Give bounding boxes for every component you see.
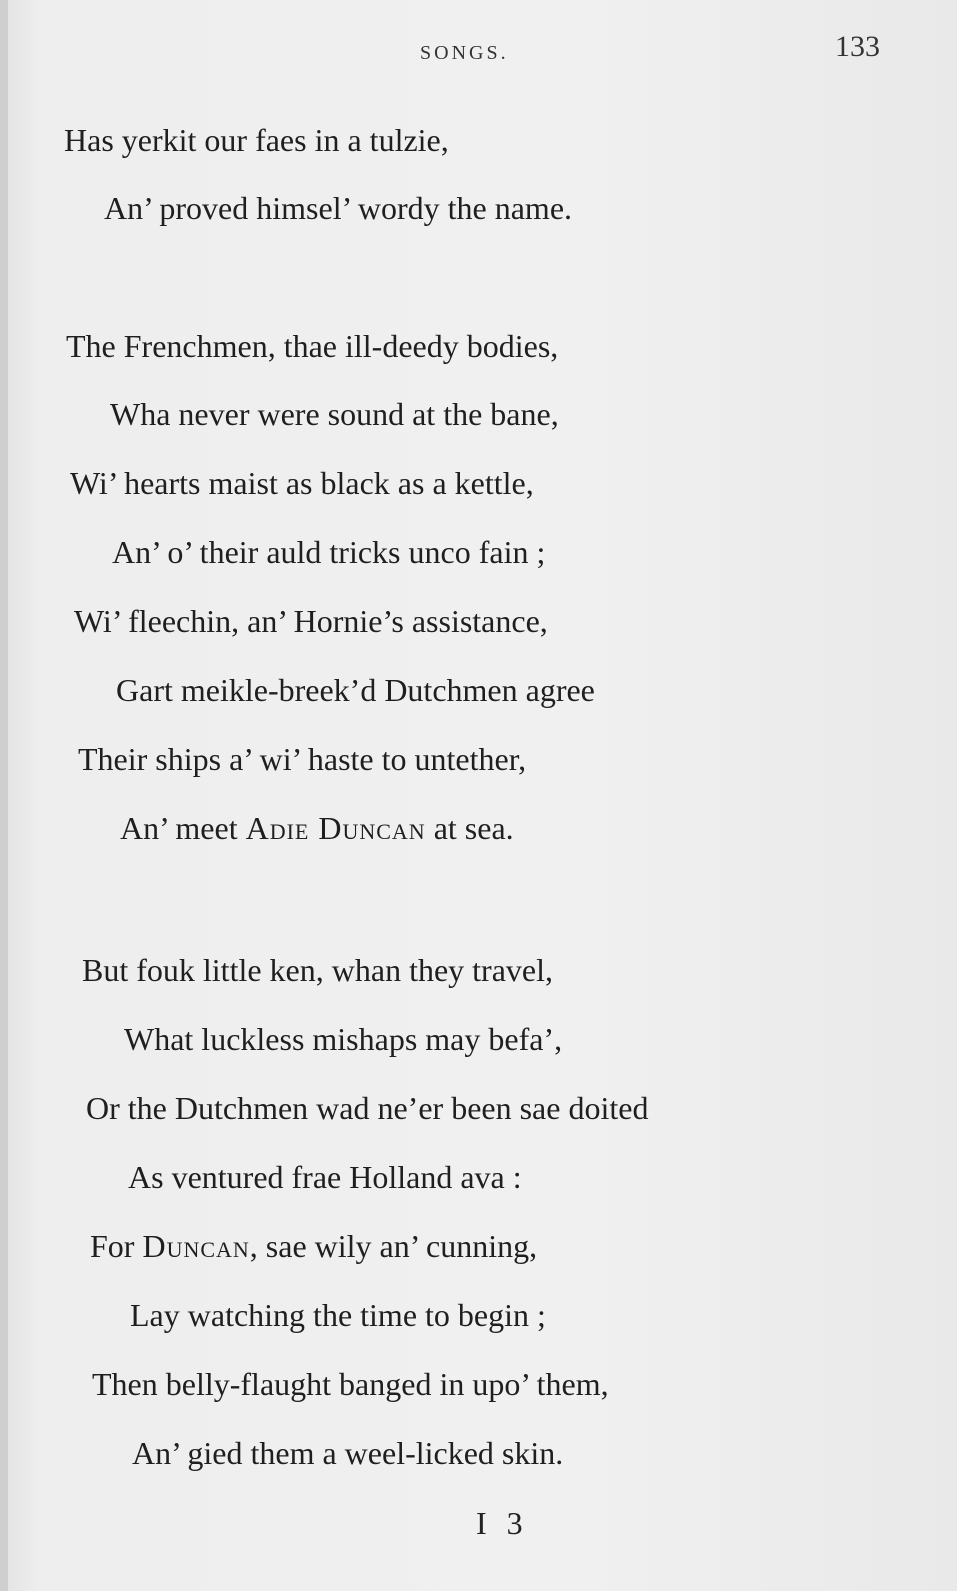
verse-line: An’ gied them a weel-licked skin.	[132, 1435, 564, 1471]
running-header: SONGS.	[420, 42, 509, 64]
page-spine-shadow	[0, 0, 8, 1591]
verse-line: What luckless mishaps may befa’,	[124, 1021, 563, 1057]
verse-line: An’ meet Adie Duncan at sea.	[120, 810, 514, 846]
verse-line: Then belly-flaught banged in upo’ them,	[92, 1366, 609, 1402]
verse-line: Or the Dutchmen wad ne’er been sae doited	[86, 1090, 649, 1126]
verse-line: As ventured frae Holland ava :	[128, 1159, 522, 1195]
verse-line: Wha never were sound at the bane,	[110, 396, 559, 432]
proper-name: Adie Duncan	[245, 810, 426, 846]
verse-line: Has yerkit our faes in a tulzie,	[64, 122, 449, 158]
verse-line: Wi’ hearts maist as black as a kettle,	[70, 465, 534, 501]
page-number: 133	[835, 30, 880, 63]
signature-mark: I 3	[476, 1505, 529, 1541]
verse-line: But fouk little ken, whan they travel,	[82, 952, 553, 988]
verse-line: Their ships a’ wi’ haste to untether,	[78, 741, 527, 777]
verse-line: For Duncan, sae wily an’ cunning,	[90, 1228, 538, 1264]
verse-line: Wi’ fleechin, an’ Hornie’s assistance,	[74, 603, 548, 639]
verse-line: The Frenchmen, thae ill-deedy bodies,	[66, 328, 559, 364]
verse-line: Lay watching the time to begin ;	[130, 1297, 546, 1333]
verse-line: An’ proved himsel’ wordy the name.	[104, 190, 573, 226]
verse-line: Gart meikle-breek’d Dutchmen agree	[116, 672, 595, 708]
proper-name: Duncan	[142, 1228, 250, 1264]
verse-line: An’ o’ their auld tricks unco fain ;	[112, 534, 546, 570]
